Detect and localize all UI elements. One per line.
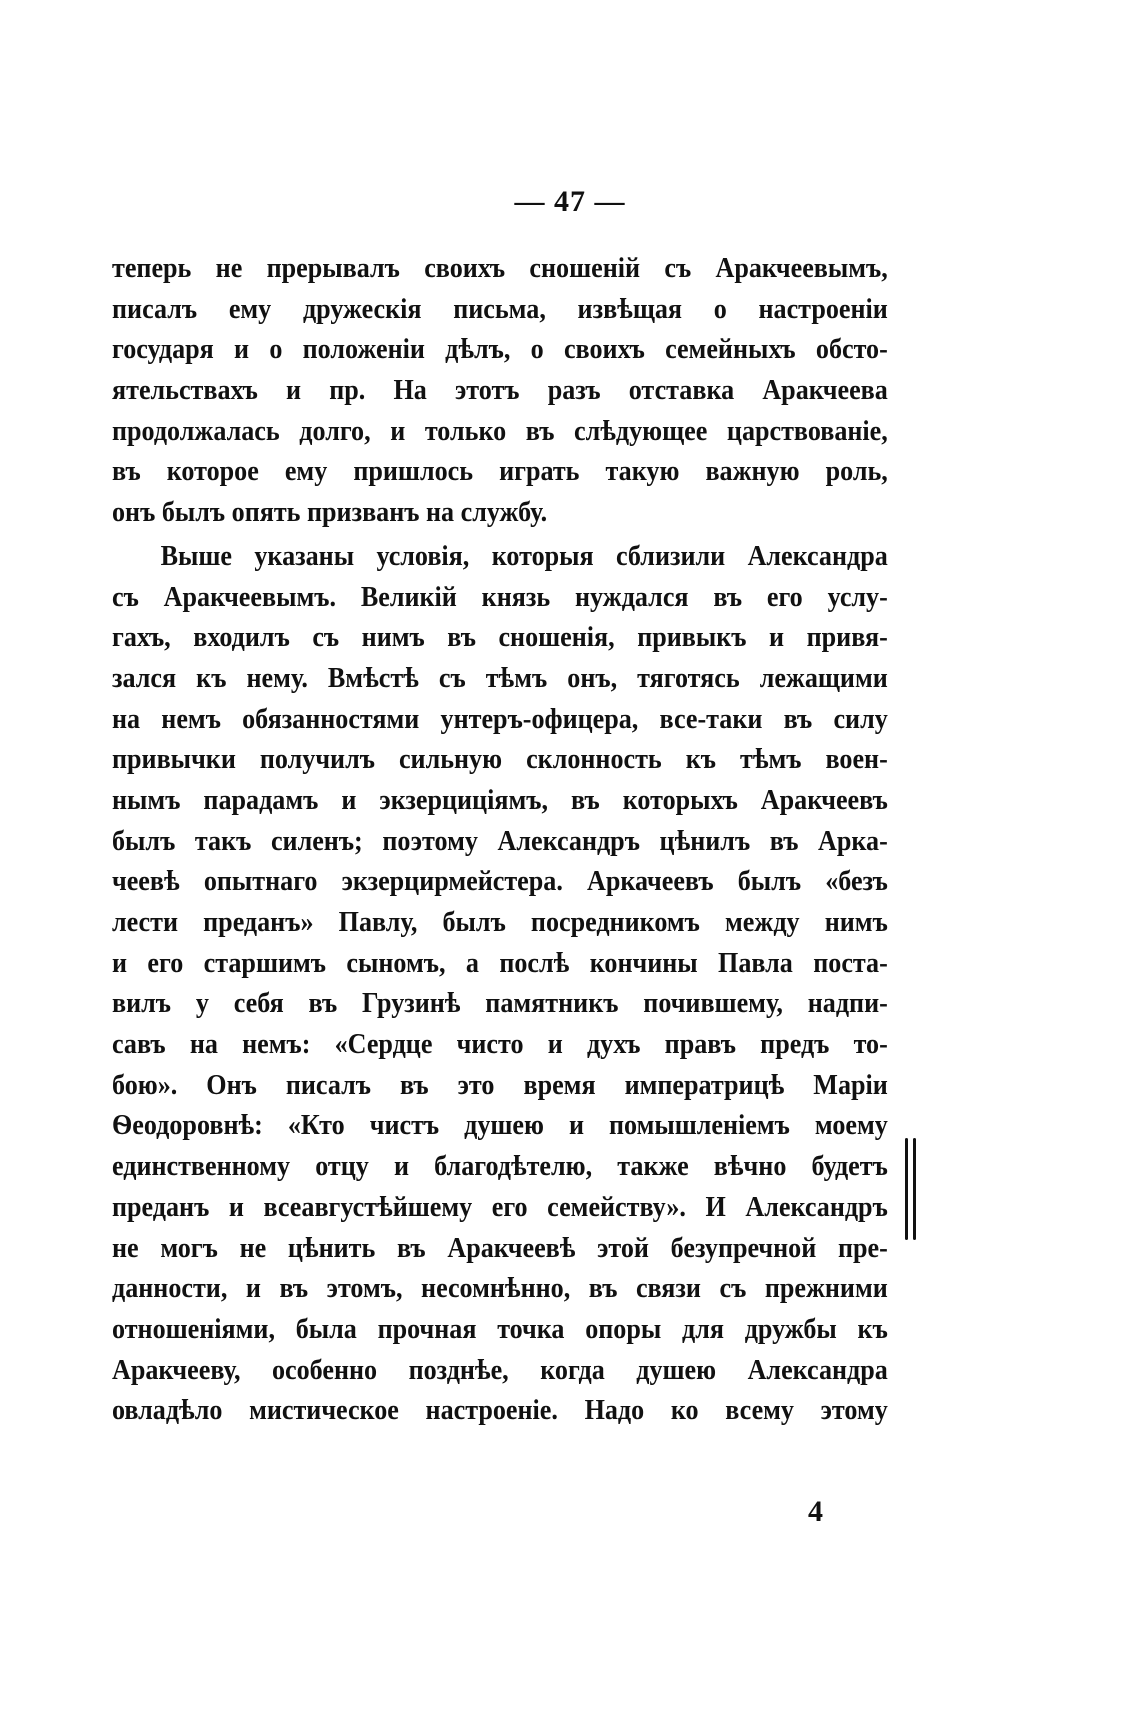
margin-rule-line (905, 1138, 908, 1240)
text-line: вилъ у себя въ Грузинѣ памятникъ почившему, надпи- (112, 987, 888, 1020)
margin-rule-line (913, 1138, 916, 1240)
text-line: данности, и въ этомъ, несомнѣнно, въ связи съ прежними (112, 1272, 888, 1305)
text-line: онъ былъ опять призванъ на службу. (112, 496, 548, 529)
text-line: преданъ и всеавгустѣйшему его семейству». И Александръ (112, 1190, 888, 1223)
text-line: зался къ нему. Вмѣстѣ съ тѣмъ онъ, тяготясь лежащими (112, 661, 888, 694)
text-line: привычки получилъ сильную склонность къ тѣмъ воен- (112, 743, 888, 776)
body-text (112, 248, 888, 1431)
text-line: отношеніями, была прочная точка опоры для дружбы къ (112, 1312, 888, 1345)
page-number-header: — 47 — (514, 185, 626, 218)
text-line: писалъ ему дружескія письма, извѣщая о настроеніи (112, 292, 888, 325)
text-line: государя и о положеніи дѣлъ, о своихъ семейныхъ обсто- (112, 333, 888, 366)
text-line: Ѳеодоровнѣ: «Кто чистъ душею и помышленіемъ моему (112, 1109, 888, 1142)
signature-mark: 4 (808, 1495, 823, 1528)
text-line: овладѣло мистическое настроеніе. Надо ко всему этому (112, 1394, 888, 1427)
margin-double-rule (901, 1138, 921, 1240)
text-line: и его старшимъ сыномъ, а послѣ кончины Павла поста- (112, 946, 888, 979)
text-line: чеевѣ опытнаго экзерцирмейстера. Аркачеевъ былъ «безъ (112, 865, 888, 898)
text-line: единственному отцу и благодѣтелю, также вѣчно будетъ (112, 1150, 888, 1183)
text-line: былъ такъ силенъ; поэтому Александръ цѣнилъ въ Арка- (112, 824, 888, 857)
text-line: не могъ не цѣнить въ Аракчеевѣ этой безупречной пре- (112, 1231, 888, 1264)
text-line: бою». Онъ писалъ въ это время императрицѣ Маріи (112, 1068, 888, 1101)
text-line: нымъ парадамъ и экзерциціямъ, въ которыхъ Аракчеевъ (112, 783, 888, 816)
text-line: продолжалась долго, и только въ слѣдующее царствованіе, (112, 414, 888, 447)
text-line: гахъ, входилъ съ нимъ въ сношенія, привыкъ и привя- (112, 621, 888, 654)
text-line: лести преданъ» Павлу, былъ посредникомъ между нимъ (112, 906, 888, 938)
text-line: Выше указаны условія, которыя сблизили Александра (160, 539, 888, 572)
text-line: ятельствахъ и пр. На этотъ разъ отставка Аракчеева (112, 374, 888, 407)
text-line: съ Аракчеевымъ. Великій князь нуждался въ его услу- (112, 580, 888, 613)
text-line: въ которое ему пришлось играть такую важную роль, (112, 455, 888, 488)
text-line: теперь не прерывалъ своихъ сношеній съ Аракчеевымъ, (112, 252, 888, 284)
text-line: на немъ обязанностями унтеръ-офицера, все-таки въ силу (112, 702, 888, 735)
text-line: Аракчееву, особенно позднѣе, когда душею Александра (112, 1353, 888, 1386)
text-line: савъ на немъ: «Сердце чисто и духъ правъ предъ то- (112, 1028, 888, 1061)
